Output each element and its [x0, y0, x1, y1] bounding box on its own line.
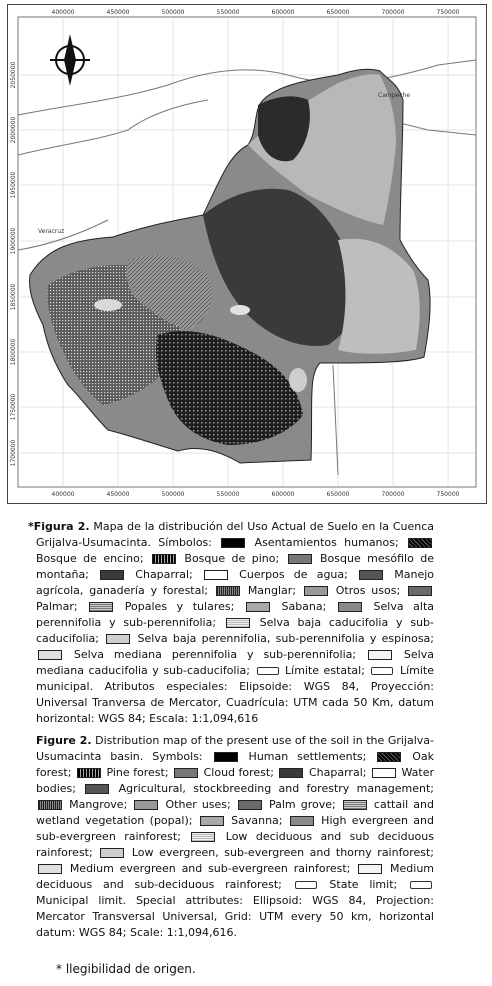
caption-label-es: Figura 2. [33, 520, 90, 533]
legend-swatch [377, 752, 401, 762]
place-label-veracruz: Veracruz [38, 228, 65, 235]
water-body [289, 368, 307, 392]
legend-swatch [106, 634, 130, 644]
legend-swatch [288, 554, 312, 564]
y-tick-label: 2050000 [10, 61, 17, 89]
legend-swatch [338, 602, 362, 612]
legend-swatch [200, 816, 224, 826]
caption-attrs-en: Special attributes: Ellipsoid: WGS 84, Projection: Mercator Transversal Universal, Grid: UTM every 50 km, horizontal datum: WGS 84; Scale: 1:1,094,616. [36, 894, 434, 939]
legend-item-label: Límite estatal; [280, 664, 370, 677]
x-tick-label: 750000 [436, 491, 460, 498]
legend-item-label: Selva baja caducifolia y sub-caducifolia; [36, 616, 434, 645]
legend-swatch [408, 586, 432, 596]
legend-item-label: Manglar; [241, 584, 302, 597]
legend-item-label: Otros usos; [329, 584, 406, 597]
legend-swatch [295, 881, 317, 889]
x-tick-label: 700000 [381, 9, 405, 16]
legend-item-label: Municipal limit. [36, 894, 136, 907]
caption-intro-es: Mapa de la distribución del Uso Actual de Suelo en la Cuenca Grijalva-Usumacinta. Símbolos: [36, 520, 435, 549]
legend-item-label: Agricultural, stockbreeding and forestry management; [111, 782, 435, 795]
x-tick-label: 650000 [326, 491, 350, 498]
legend-swatch [174, 768, 198, 778]
y-tick-label: 1850000 [10, 283, 17, 311]
x-tick-label: 400000 [51, 9, 75, 16]
legend-item-label: Cuerpos de agua; [229, 568, 358, 581]
legend-swatch [221, 538, 245, 548]
legend-item-label: Sabana; [271, 600, 336, 613]
legend-swatch [100, 848, 124, 858]
legend-swatch [204, 570, 228, 580]
legend-item-label: Human settlements; [239, 750, 376, 763]
legend-list-en [36, 750, 434, 907]
y-tick-label: 1750000 [10, 393, 17, 421]
caption-label-en: Figure 2. [36, 734, 92, 747]
x-tick-label: 700000 [381, 491, 405, 498]
place-label-campeche: Campeche [378, 92, 411, 99]
legend-swatch [290, 816, 314, 826]
legend-swatch [372, 768, 396, 778]
legend-item-label: Low deciduous and sub deciduous rainforest; [36, 830, 434, 859]
x-tick-label: 500000 [161, 9, 185, 16]
legend-swatch [358, 864, 382, 874]
legend-item-label: State limit; [318, 878, 408, 891]
legend-item-label: Chaparral; [126, 568, 202, 581]
legend-item-label: Bosque mesófilo de montaña; [36, 552, 434, 581]
caption-attrs-es: Atributos especiales: Elipsoide: WGS 84, Proyección: Universal Tranversa de Mercator, Cuadrícula: UTM cada 50 Km, datum horizontal: WGS 84; Escala: 1:1,094,616 [36, 680, 434, 725]
y-tick-label: 1900000 [10, 227, 17, 255]
legend-item-label: Asentamientos humanos; [247, 536, 406, 549]
legend-swatch [38, 800, 62, 810]
legend-swatch [368, 650, 392, 660]
figure-caption [28, 519, 435, 947]
footnote: * llegibilidad de origen. [56, 962, 196, 976]
x-tick-label: 450000 [106, 491, 130, 498]
legend-item-label: Mangrove; [64, 798, 133, 811]
legend-swatch [214, 752, 238, 762]
legend-swatch [246, 602, 270, 612]
legend-item-label: Other uses; [160, 798, 236, 811]
legend-item-label: Palmar; [36, 600, 88, 613]
legend-swatch [279, 768, 303, 778]
legend-item-label: Low evergreen, sub-evergreen and thorny rainforest; [126, 846, 434, 859]
legend-item-label: cattail and wetland vegetation (popal); [36, 798, 434, 827]
legend-item-label: Popales y tulares; [115, 600, 244, 613]
legend-swatch [238, 800, 262, 810]
caption-intro-en: Distribution map of the present use of the soil in the Grijalva-Usumacinta basin. Symbols: [36, 734, 435, 763]
legend-swatch [257, 667, 279, 675]
legend-item-label: Límite municipal. [36, 664, 434, 693]
legend-item-label: Savanna; [225, 814, 288, 827]
legend-item-label: Medium deciduous and sub-deciduous rainforest; [36, 862, 435, 891]
caption-spanish: *Figura 2. Mapa de la distribución del Uso Actual de Suelo en la Cuenca Grijalva-Usumacinta. Símbolos: Asentamientos humanos; Bosque de encino; Bosque de pino; Bosque mesófilo de montaña; Chaparral; Cuerpos de agua; Manejo agrícola, ganadería y forestal; Manglar; Otros usos; Palmar; Popales y tulares; Sabana; Selva alta perennifolia y sub-perennifolia; Selva baja caducifolia y sub-caducifolia; Selva baja perennifolia, sub-perennifolia y espinosa; Selva mediana perennifolia y sub-perennifolia; Selva mediana caducifolia y sub-caducifolia; Límite estatal; Límite municipal. Atributos especiales: Elipsoide: WGS 84, Proyección: Universal Tranversa de Mercator, Cuadrícula: UTM cada 50 Km, datum horizontal: WGS 84; Escala: 1:1,094,616 [28, 520, 435, 725]
legend-swatch [85, 784, 109, 794]
legend-item-label: Selva alta perennifolia y sub-perennifolia; [36, 600, 435, 629]
legend-item-label: Manejo agrícola, ganadería y forestal; [36, 568, 435, 597]
legend-item-label: Bosque de encino; [36, 552, 150, 565]
x-tick-label: 550000 [216, 491, 240, 498]
legend-item-label: Cloud forest; [200, 766, 278, 779]
legend-swatch [100, 570, 124, 580]
y-tick-label: 1800000 [10, 338, 17, 366]
legend-swatch [152, 554, 176, 564]
x-tick-label: 550000 [216, 9, 240, 16]
legend-item-label: Palm grove; [263, 798, 341, 811]
y-tick-labels [10, 61, 17, 466]
legend-swatch [343, 800, 367, 810]
legend-swatch [77, 768, 101, 778]
x-tick-label: 650000 [326, 9, 350, 16]
x-tick-labels-bottom [52, 491, 460, 498]
x-tick-label: 450000 [106, 9, 130, 16]
legend-swatch [191, 832, 215, 842]
legend-swatch [38, 864, 62, 874]
legend-swatch [89, 602, 113, 612]
legend-item-label: Bosque de pino; [177, 552, 286, 565]
legend-swatch [304, 586, 328, 596]
legend-item-label: Chaparral; [305, 766, 370, 779]
legend-list-es [36, 536, 434, 693]
legend-swatch [371, 667, 393, 675]
water-body [230, 305, 250, 315]
caption-english [36, 733, 434, 941]
legend-swatch [134, 800, 158, 810]
land-use-map [8, 5, 486, 503]
legend-swatch [38, 650, 62, 660]
legend-item-label: Oak forest; [36, 750, 434, 779]
x-tick-label: 400000 [51, 491, 75, 498]
legend-item-label: Water bodies; [36, 766, 435, 795]
legend-swatch [216, 586, 240, 596]
legend-item-label: Selva mediana caducifolia y sub-caducifolia; [36, 648, 434, 677]
legend-item-label: Pine forest; [102, 766, 173, 779]
x-tick-label: 750000 [436, 9, 460, 16]
legend-swatch [408, 538, 432, 548]
legend-item-label: Selva baja perennifolia, sub-perennifolia y espinosa; [132, 632, 435, 645]
legend-item-label: Selva mediana perennifolia y sub-perennifolia; [64, 648, 366, 661]
legend-swatch [410, 881, 432, 889]
x-tick-labels-top [52, 9, 460, 16]
legend-swatch [226, 618, 250, 628]
x-tick-label: 600000 [271, 9, 295, 16]
y-tick-label: 2000000 [10, 116, 17, 144]
legend-item-label: Medium evergreen and sub-evergreen rainforest; [64, 862, 357, 875]
x-tick-label: 500000 [161, 491, 185, 498]
legend-swatch [359, 570, 383, 580]
x-tick-label: 600000 [271, 491, 295, 498]
y-tick-label: 1700000 [10, 439, 17, 467]
y-tick-label: 1950000 [10, 171, 17, 199]
map-figure [7, 4, 487, 504]
legend-item-label: High evergreen and sub-evergreen rainforest; [36, 814, 434, 843]
water-body [94, 299, 122, 311]
